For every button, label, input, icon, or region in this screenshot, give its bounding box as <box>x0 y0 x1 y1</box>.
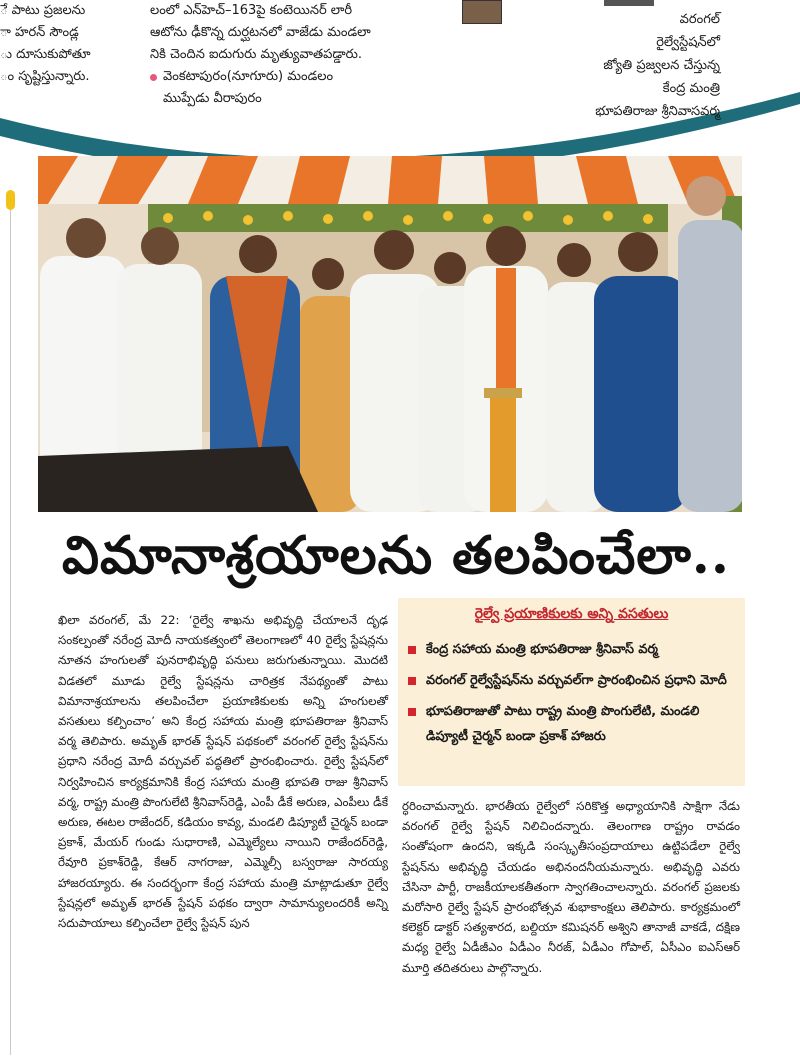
thumbnail-edge <box>604 0 654 6</box>
highlight-item <box>408 668 735 693</box>
highlights-box <box>398 598 745 786</box>
text-line: లంలో ఎన్‌హెచ్‌–163పై కంటెయినర్‌ లారీ <box>150 3 353 18</box>
caption-line: రైల్వేస్టేషన్‌లో <box>656 35 720 50</box>
text-line: నికి చెందిన ఐదుగురు మృత్యువాతపడ్డారు. <box>150 47 362 62</box>
column-divider <box>10 195 11 1055</box>
text-line: వెంకటాపురం(నూగూరు) మండలం <box>163 69 334 84</box>
middle-column-fragment <box>150 0 450 110</box>
text-line: ముప్పేడు వీరాపురం <box>163 91 262 106</box>
red-square-bullet-icon <box>408 677 416 685</box>
photo-caption <box>510 8 720 123</box>
text-line: ం సృష్టిస్తున్నారు. <box>0 69 90 84</box>
bullet-line <box>150 66 450 88</box>
text-line: ే పాటు ప్రజలను <box>0 3 86 18</box>
highlight-text: కేంద్ర సహాయ మంత్రి భూపతిరాజు శ్రీనివాస్‌ వర్మ <box>426 642 658 657</box>
highlight-item <box>408 637 735 662</box>
red-square-bullet-icon <box>408 646 416 654</box>
left-column-fragment <box>0 0 110 88</box>
article-body-left <box>58 610 388 933</box>
highlight-item <box>408 699 735 749</box>
highlight-text: వరంగల్‌ రైల్వేస్టేషన్‌ను వర్చువల్‌గా ప్రారంభించిన ప్రధాని మోదీ <box>426 673 727 688</box>
caption-line: కేంద్ర మంత్రి <box>662 81 720 96</box>
text-line: ు దూసుకుపోతూ <box>0 47 91 62</box>
article-body-right <box>402 796 740 978</box>
news-photo <box>38 156 742 512</box>
top-clipped-section <box>0 0 800 175</box>
caption-line: భూపతిరాజు శ్రీనివాసవర్మ <box>595 104 720 119</box>
paragraph: ర్ధరించామన్నారు. భారతీయ రైల్వేలో సరికొత్త అధ్యాయానికి సాక్షిగా నేడు వరంగల్‌ రైల్వే స్టేషన్‌ నిలిచిందన్నారు. తెలంగాణ రాష్ట్రం రావడం సంతోషంగా ఉందని, ఇక్కడి సంస్కృతీసంప్రదాయాలు ఉట్టిపడేలా రైల్వే స్టేషన్‌ను అభివృద్ధి చేయడం అభినందనీయమన్నారు. అభివృద్ధి ఎవరు చేసినా పార్టీ, రాజకీయాలకతీతంగా స్వాగతించాలన్నారు. వరంగల్‌ ప్రజలకు మరోసారి రైల్వే స్టేషన్‌ ప్రారంభోత్సవ శుభాకాంక్షలు తెలిపారు. కార్యక్రమంలో కలెక్టర్‌ డాక్టర్‌ సత్యశారద, బల్దియా కమిషనర్‌ అశ్విని తానాజీ వాకడే, దక్షిణ మధ్య రైల్వే ఏడీజీఎం ఏడీఎం నీరజ్‌, ఏడీఎం గోపాల్‌, ఏసీఎం ఐఎస్‌ఆర్‌ మూర్తి తదితరులు పాల్గొన్నారు. <box>402 799 740 975</box>
caption-line: వరంగల్‌ <box>679 12 720 27</box>
thumbnail-image <box>462 0 502 24</box>
caption-line: జ్యోతి ప్రజ్వలన చేస్తున్న <box>603 58 720 73</box>
bullet-dot-icon <box>150 74 157 81</box>
headline: విమానాశ్రయాలను తలపించేలా.. <box>61 525 731 586</box>
highlight-text: భూపతిరాజుతో పాటు రాష్ట్ర మంత్రి పొంగులేటి, మండలి డిప్యూటీ చైర్మన్‌ బండా ప్రకాశ్‌ హాజరు <box>426 704 700 744</box>
text-line: ఆటోను ఢీకొన్న దుర్ఘటనలో వాజేడు మండలా <box>150 25 371 40</box>
text-line: ా హరన్ సౌండ్ల <box>0 25 79 40</box>
highlights-title: రైల్వే ప్రయాణికులకు అన్ని వసతులు <box>474 606 669 622</box>
red-square-bullet-icon <box>408 708 416 716</box>
paragraph: ఖిలా వరంగల్‌, మే 22: ‘రైల్వే శాఖను అభివృద్ధి చేయాలనే దృఢ సంకల్పంతో నరేంద్ర మోదీ నాయకత్వంలో తెలంగాణలో 40 రైల్వే స్టేషన్లను నూతన హంగులతో పునరాభివృద్ధి పనులు జరుగుతున్నాయి. మొదటి విడతలో మూడు రైల్వే స్టేషన్లను చారిత్రక నేపథ్యంతో పాటు విమానాశ్రయాలను తలపించేలా ప్రయాణికులకు అన్ని హంగులతో వసతులు కల్పించాం’ అని కేంద్ర సహాయ మంత్రి భూపతిరాజు శ్రీనివాస్‌ వర్మ తెలిపారు. అమృత్‌ భారత్‌ స్టేషన్‌ పథకంలో వరంగల్‌ రైల్వే స్టేషన్‌ను ప్రధాని నరేంద్ర మోదీ వర్చువల్‌ పద్ధతిలో ప్రారంభించారు. రైల్వే స్టేషన్‌లో నిర్వహించిన కార్యక్రమానికి కేంద్ర సహాయ మంత్రి భూపతి రాజు శ్రీనివాస్‌ వర్మ, రాష్ట్ర మంత్రి పొంగులేటి శ్రీనివాస్‌రెడ్డి, ఎంపీ డీకే అరుణ, ఎంపీలు డీకే అరుణ, ఈటల రాజేందర్‌, కడియం కావ్య, మండలి డిప్యూటీ చైర్మన్‌ బండా ప్రకాశ్‌, మేయర్‌ గుండు సుధారాణి, ఎమ్మెల్యేలు నాయిని రాజేందర్‌రెడ్డి, రేవూరి ప్రకాశ్‌రెడ్డి, కేఆర్‌ నాగరాజు, ఎమ్మెల్సీ బస్వరాజు సారయ్య హాజరయ్యారు. ఈ సందర్భంగా కేంద్ర సహాయ మంత్రి మాట్లాడుతూ రైల్వే స్టేషన్లలో అమృత్‌ భారత్‌ స్టేషన్‌ పథకం ద్వారా సామాన్యులందరికీ అన్ని సదుపాయాలు కల్పించేలా రైల్వే స్టేషన్‌ పున <box>58 613 388 931</box>
yellow-marker-icon <box>6 190 15 210</box>
